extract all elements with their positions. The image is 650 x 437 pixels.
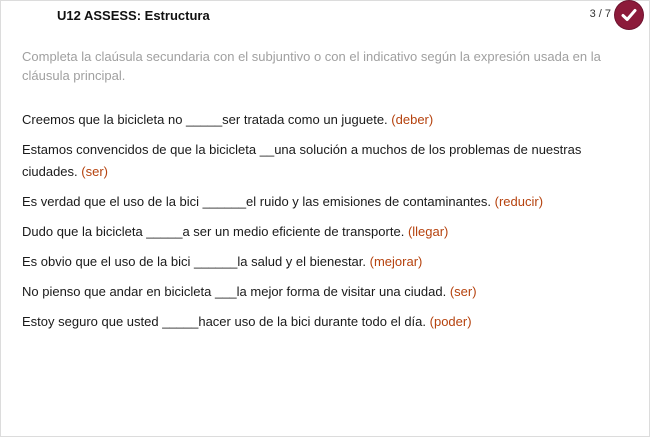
verb-hint: (llegar) (407, 224, 449, 239)
progress-indicator: 3 / 7 (589, 8, 611, 20)
instructions: Completa la claúsula secundaria con el subjuntivo o con el indicativo según la expresión usada en la cláusula principal. (22, 49, 601, 83)
question-text: Estoy seguro que usted _____hacer uso de la bici durante todo el día. (22, 314, 427, 329)
verb-hint: (ser) (449, 284, 477, 299)
check-button[interactable] (615, 1, 643, 29)
question-2 (22, 139, 612, 183)
verb-hint: (ser) (81, 164, 108, 179)
question-text: Es obvio que el uso de la bici ______la salud y el bienestar. (22, 254, 367, 269)
question-5 (22, 251, 612, 273)
question-7 (22, 311, 612, 333)
verb-hint: (mejorar) (369, 254, 423, 269)
question-text: Es verdad que el uso de la bici ______el ruido y las emisiones de contaminantes. (22, 194, 492, 209)
checkmark-icon (620, 6, 638, 24)
question-text: Dudo que la bicicleta _____a ser un medio eficiente de transporte. (22, 224, 405, 239)
question-1 (22, 109, 612, 131)
question-text: Estamos convencidos de que la bicicleta __una solución a muchos de los problemas de nuestras ciudades. (22, 142, 582, 179)
question-text: No pienso que andar en bicicleta ___la mejor forma de visitar una ciudad. (22, 284, 447, 299)
verb-hint: (deber) (391, 112, 434, 127)
verb-hint: (poder) (429, 314, 472, 329)
verb-hint: (reducir) (494, 194, 544, 209)
question-4 (22, 221, 612, 243)
page-title: U12 ASSESS: Estructura (57, 8, 210, 23)
question-text: Creemos que la bicicleta no _____ser tratada como un juguete. (22, 112, 388, 127)
question-6 (22, 281, 612, 303)
question-3 (22, 191, 612, 213)
question-list (22, 109, 612, 341)
